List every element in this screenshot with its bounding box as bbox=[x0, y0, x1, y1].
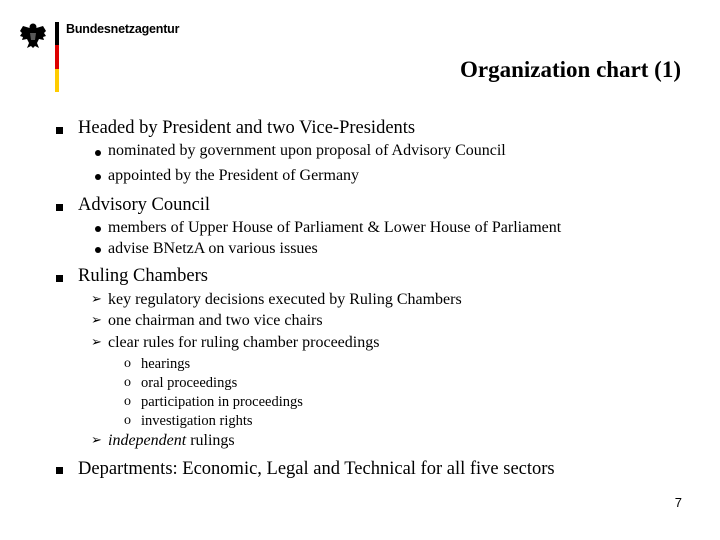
square-bullet-icon bbox=[56, 127, 63, 134]
brand-name: Bundesnetzagentur bbox=[66, 22, 180, 36]
section-heading: Departments: Economic, Legal and Technical for all five sectors bbox=[78, 459, 555, 479]
arrow-bullet-icon: ➢ bbox=[91, 433, 102, 448]
arrow-bullet-icon: ➢ bbox=[91, 313, 102, 328]
list-item: clear rules for ruling chamber proceedings bbox=[108, 334, 380, 351]
circle-bullet-icon: o bbox=[124, 413, 131, 428]
square-bullet-icon bbox=[56, 467, 63, 474]
dot-bullet-icon bbox=[95, 247, 101, 253]
list-item: advise BNetzA on various issues bbox=[108, 240, 318, 257]
sub-list-item: participation in proceedings bbox=[141, 394, 303, 410]
list-item bbox=[108, 432, 235, 450]
list-item-rest: rulings bbox=[186, 432, 235, 449]
list-item: nominated by government upon proposal of Advisory Council bbox=[108, 142, 506, 159]
slide-title: Organization chart (1) bbox=[459, 57, 681, 82]
circle-bullet-icon: o bbox=[124, 375, 131, 390]
list-item: key regulatory decisions executed by Ruling Chambers bbox=[108, 291, 462, 308]
arrow-bullet-icon: ➢ bbox=[91, 335, 102, 350]
page-number: 7 bbox=[674, 495, 682, 510]
dot-bullet-icon bbox=[95, 150, 101, 156]
flag-bar bbox=[55, 22, 59, 92]
square-bullet-icon bbox=[56, 275, 63, 282]
eagle-icon bbox=[19, 21, 47, 49]
list-item: one chairman and two vice chairs bbox=[108, 312, 323, 329]
arrow-bullet-icon: ➢ bbox=[91, 292, 102, 307]
section-heading: Headed by President and two Vice-Presidents bbox=[78, 118, 416, 138]
circle-bullet-icon: o bbox=[124, 356, 131, 371]
circle-bullet-icon: o bbox=[124, 394, 131, 409]
dot-bullet-icon bbox=[95, 226, 101, 232]
sub-list-item: oral proceedings bbox=[141, 375, 238, 391]
federal-eagle-logo bbox=[19, 21, 47, 49]
sub-list-item: hearings bbox=[141, 356, 191, 372]
section-heading: Advisory Council bbox=[78, 195, 211, 215]
section-heading: Ruling Chambers bbox=[78, 266, 209, 286]
dot-bullet-icon bbox=[95, 174, 101, 180]
emphasis-text: independent bbox=[108, 432, 187, 449]
square-bullet-icon bbox=[56, 204, 63, 211]
list-item: appointed by the President of Germany bbox=[108, 167, 360, 184]
list-item: members of Upper House of Parliament & Lower House of Parliament bbox=[108, 219, 562, 236]
sub-list-item: investigation rights bbox=[141, 413, 253, 429]
